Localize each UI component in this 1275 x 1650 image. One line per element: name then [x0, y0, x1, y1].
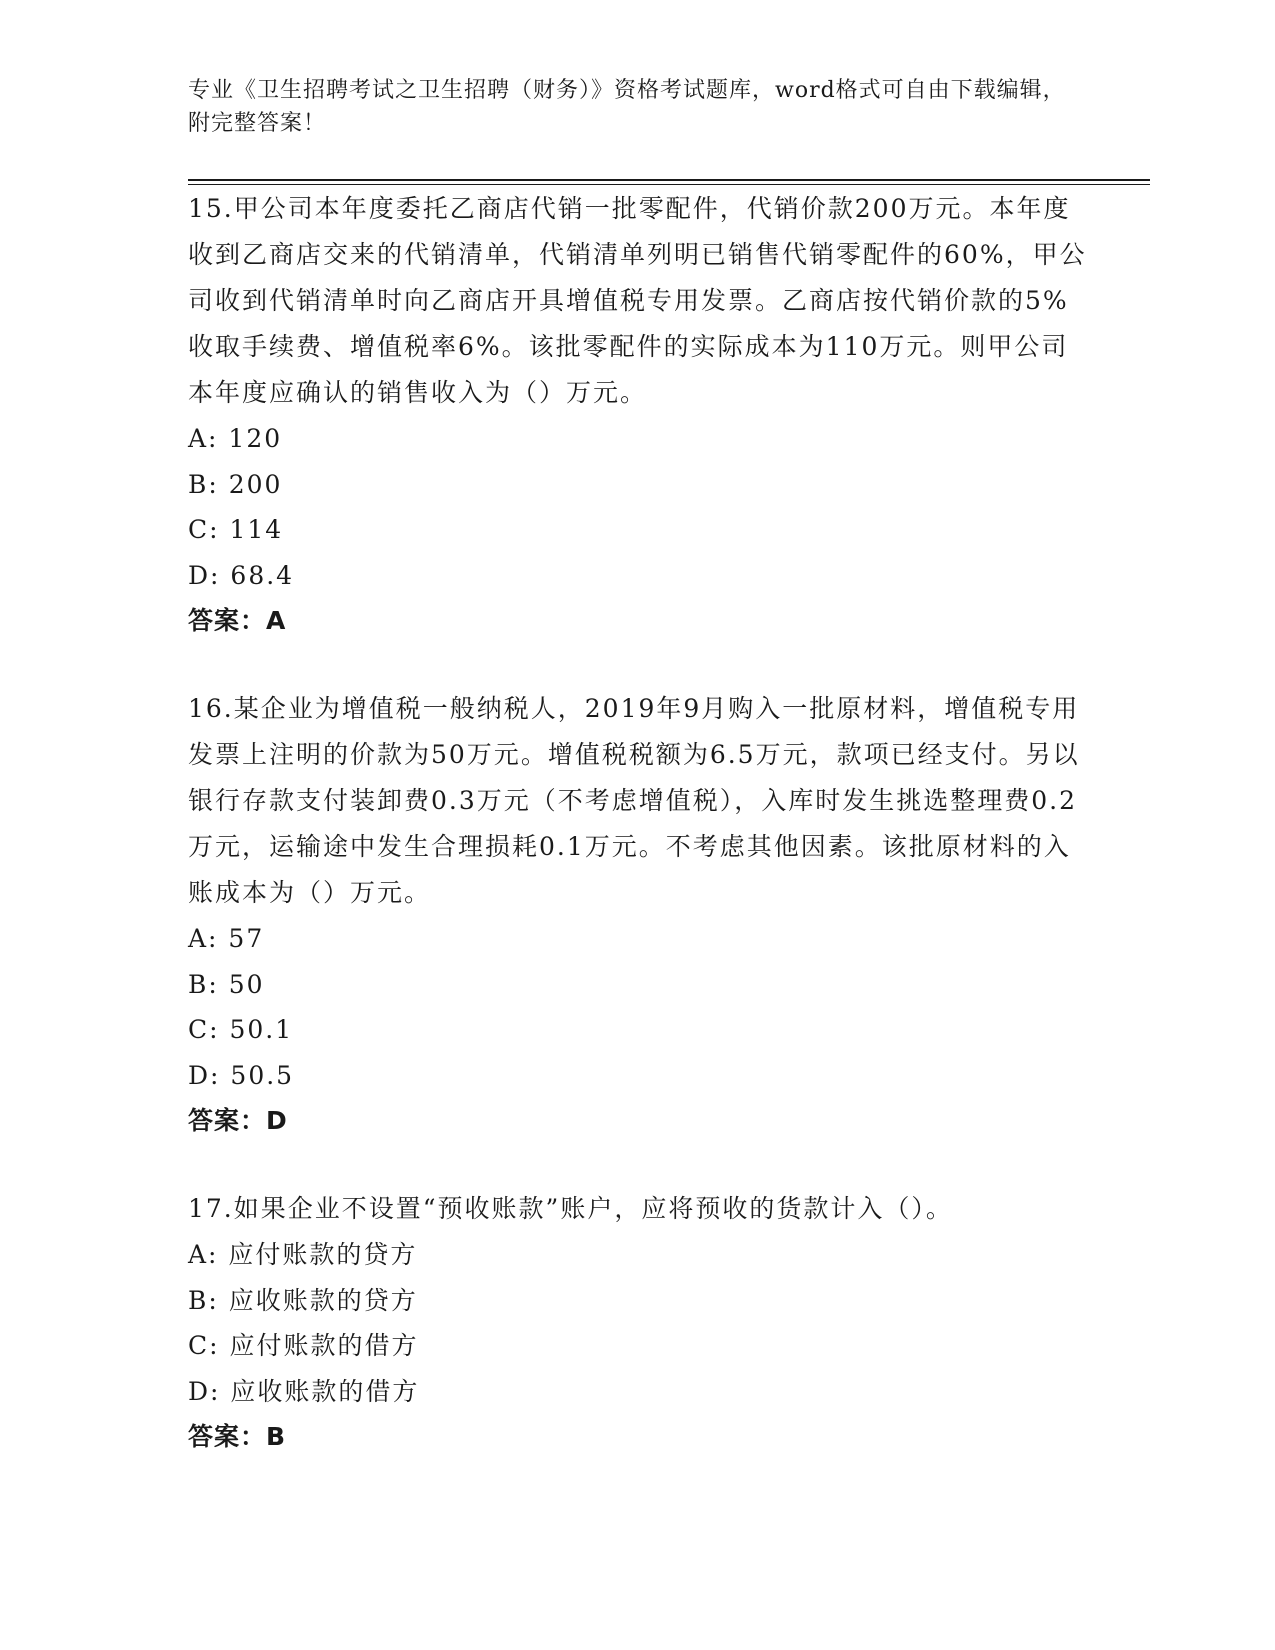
answer-line: 答案：B — [188, 1422, 287, 1451]
option-b: B: 应收账款的贷方 — [188, 1285, 418, 1315]
option-c: C: 50.1 — [188, 1015, 294, 1044]
answer-line: 答案：D — [188, 1106, 288, 1135]
question-stem: 17.如果企业不设置“预收账款”账户，应将预收的货款计入（）。 — [188, 1194, 953, 1223]
option-a: A: 57 — [188, 924, 265, 953]
answer-line: 答案：A — [188, 606, 287, 635]
option-b: B: 50 — [188, 969, 265, 999]
option-a: A: 120 — [188, 424, 283, 453]
option-d: D: 68.4 — [188, 560, 295, 590]
option-a: A: 应付账款的贷方 — [188, 1240, 418, 1269]
option-b: B: 200 — [188, 469, 283, 499]
option-c: C: 114 — [188, 515, 284, 544]
question-stem: 15.甲公司本年度委托乙商店代销一批零配件，代销价款200万元。本年度收到乙商店交来的代销清单，代销清单列明已销售代销零配件的60%，甲公司收到代销清单时向乙商店开具增值税专用发票。乙商店按代销价款的5%收取手续费、增值税率6%。该批零配件的实际成本为110万元。则甲公司本年度应确认的销售收入为（）万元。 — [188, 194, 1087, 407]
option-d: D: 50.5 — [188, 1060, 295, 1090]
header-rule-thin — [188, 184, 1150, 185]
question-17 — [188, 1186, 1088, 1460]
question-15 — [188, 186, 1088, 644]
option-d: D: 应收账款的借方 — [188, 1376, 420, 1406]
option-c: C: 应付账款的借方 — [188, 1331, 419, 1360]
header-note: 专业《卫生招聘考试之卫生招聘（财务）》资格考试题库，word格式可自由下载编辑，附完整答案！ — [188, 78, 1066, 136]
question-16 — [188, 686, 1088, 1144]
question-stem: 16.某企业为增值税一般纳税人，2019年9月购入一批原材料，增值税专用发票上注明的价款为50万元。增值税税额为6.5万元，款项已经支付。另以银行存款支付装卸费0.3万元（不考虑增值税），入库时发生挑选整理费0.2万元，运输途中发生合理损耗0.1万元。不考虑其他因素。该批原材料的入账成本为（）万元。 — [188, 694, 1080, 907]
header-rule-thick — [188, 179, 1150, 181]
